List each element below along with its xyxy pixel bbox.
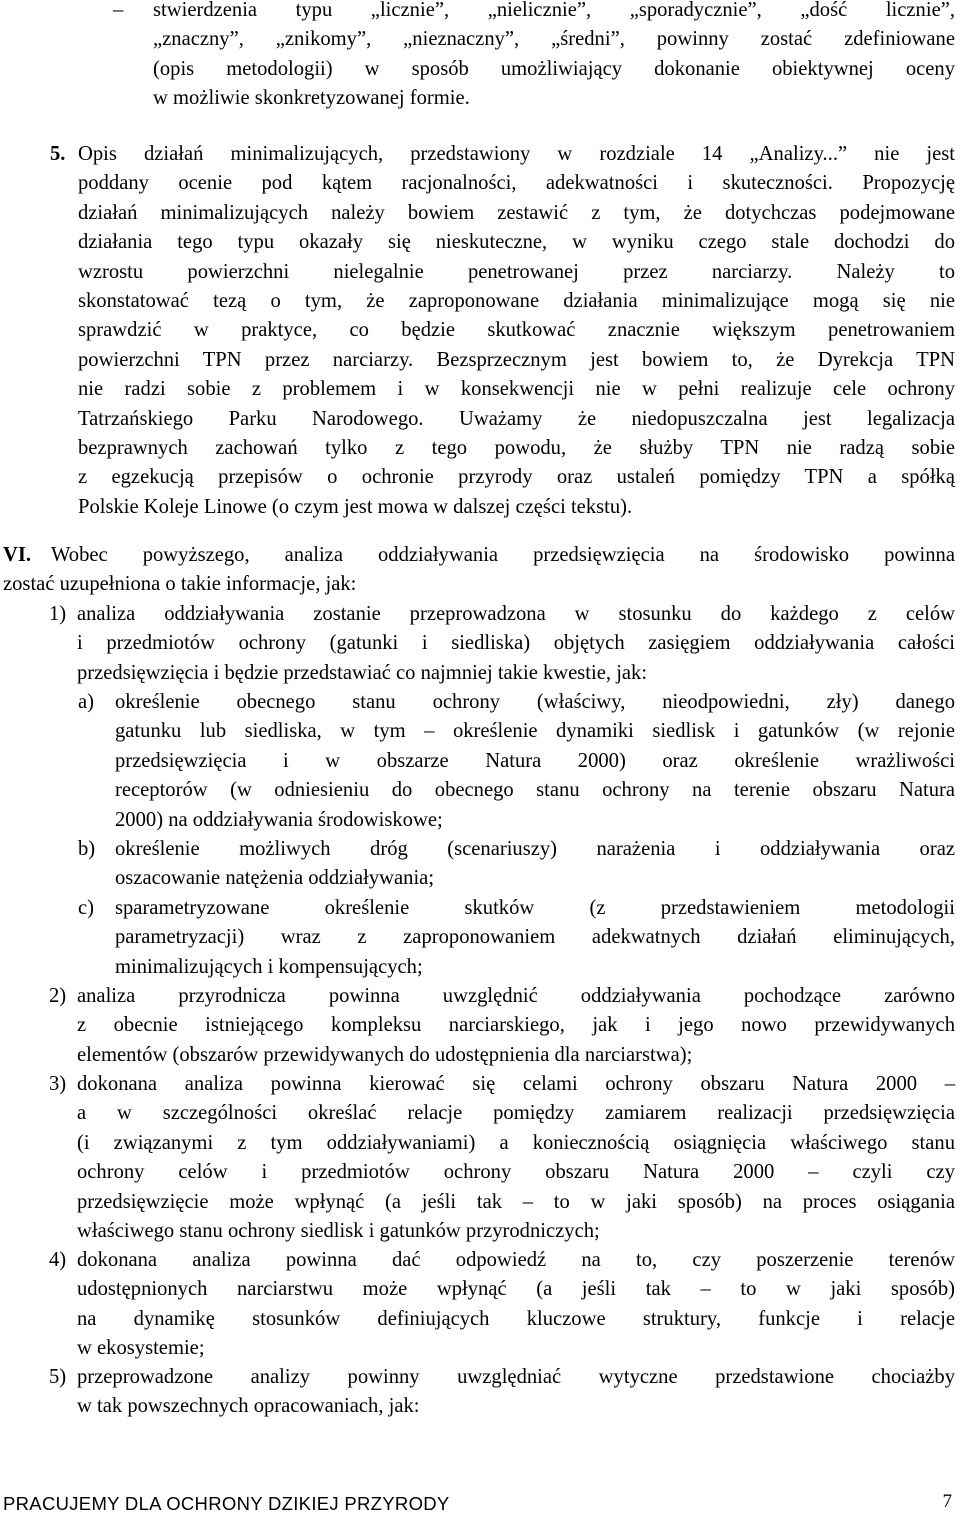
text-line: wzrostu powierzchni nielegalnie penetrowanej przez narciarzy. Należy to bbox=[78, 260, 955, 283]
item-number: 2) bbox=[49, 985, 67, 1007]
text-line: z obecnie istniejącego kompleksu narciarskiego, jak i jego nowo przewidywanych bbox=[77, 1014, 955, 1037]
page-number: 7 bbox=[942, 1491, 952, 1512]
item-1a-text bbox=[115, 688, 955, 835]
text-line: bezprawnych zachowań tylko z tego powodu, że służby TPN nie radzą sobie bbox=[78, 436, 955, 459]
section-vi-first-line bbox=[51, 541, 955, 570]
bullet-text bbox=[153, 0, 955, 114]
text-line: określenie możliwych dróg (scenariuszy) narażenia i oddziaływania oraz bbox=[115, 838, 955, 860]
item-4-text bbox=[77, 1246, 955, 1364]
text-line: w ekosystemie; bbox=[77, 1337, 205, 1360]
text-line: Tatrzańskiego Parku Narodowego. Uważamy że niedopuszczalna jest legalizacja bbox=[78, 407, 955, 430]
text-line: w tak powszechnych opracowaniach, jak: bbox=[77, 1395, 420, 1418]
text-line: właściwego stanu ochrony siedlisk i gatunków przyrodniczych; bbox=[77, 1219, 600, 1242]
item-number: 3) bbox=[49, 1073, 67, 1095]
text-line: z egzekucją przepisów o ochronie przyrody oraz ustaleń pomiędzy TPN a spółką bbox=[78, 466, 955, 489]
text-line: zostać uzupełniona o takie informacje, jak: bbox=[3, 573, 357, 596]
text-line: analiza przyrodnicza powinna uwzględnić oddziaływania pochodzące zarówno bbox=[77, 985, 955, 1007]
text-line: poddany ocenie pod kątem racjonalności, adekwatności i skuteczności. Propozycję bbox=[78, 172, 955, 195]
text-line: elementów (obszarów przewidywanych do udostępnienia dla narciarstwa); bbox=[77, 1043, 693, 1066]
text-line: oszacowanie natężenia oddziaływania; bbox=[115, 867, 435, 890]
text-line: stwierdzenia typu „licznie”, „nielicznie”, „sporadycznie”, „dość licznie”, bbox=[153, 0, 955, 21]
text-line: sprawdzić w praktyce, co będzie skutkować znacznie większym penetrowaniem bbox=[78, 319, 955, 342]
text-line: w możliwie skonkretyzowanej formie. bbox=[153, 87, 470, 110]
text-line: nie radzi sobie z problemem i w konsekwencji nie w pełni realizuje cele ochrony bbox=[78, 378, 955, 401]
section-vi-continuation bbox=[3, 570, 955, 599]
point-5-first-line bbox=[78, 140, 955, 169]
text-line: skonstatować tezą o tym, że zaproponowane działania minimalizujące mogą się nie bbox=[78, 289, 955, 312]
text-line: przedsięwzięcie może wpłynąć (a jeśli tak – to w jaki sposób) na proces osiągania bbox=[77, 1190, 955, 1213]
text-line: przedsięwzięcia i będzie przedstawiać co najmniej takie kwestie, jak: bbox=[77, 661, 648, 684]
text-line: a w szczególności określać relacje pomiędzy zamiarem realizacji przedsięwzięcia bbox=[77, 1102, 955, 1125]
item-letter: b) bbox=[78, 838, 96, 860]
text-line: i przedmiotów ochrony (gatunki i siedliska) objętych zasięgiem oddziaływania całości bbox=[77, 632, 955, 655]
footer-organization: PRACUJEMY DLA OCHRONY DZIKIEJ PRZYRODY bbox=[3, 1493, 450, 1514]
text-line: Opis działań minimalizujących, przedstawiony w rozdziale 14 „Analizy...” nie jest bbox=[78, 143, 955, 165]
text-line: ochrony celów i przedmiotów ochrony obszaru Natura 2000 – czyli czy bbox=[77, 1161, 955, 1184]
item-2-text bbox=[77, 982, 955, 1070]
text-line: 2000) na oddziaływania środowiskowe; bbox=[115, 808, 443, 831]
text-line: udostępnionych narciarstwu może wpłynąć (a jeśli tak – to w jaki sposób) bbox=[77, 1278, 955, 1301]
text-line: sparametryzowane określenie skutków (z przedstawieniem metodologii bbox=[115, 897, 955, 919]
text-line: działania tego typu okazały się nieskuteczne, w wyniku czego stale dochodzi do bbox=[78, 231, 955, 254]
text-line: (i związanymi z tym oddziaływaniami) a koniecznością osiągnięcia właściwego stanu bbox=[77, 1131, 955, 1154]
text-line: dokonana analiza powinna dać odpowiedź na to, czy poszerzenie terenów bbox=[77, 1249, 955, 1271]
text-line: określenie obecnego stanu ochrony (właściwy, nieodpowiedni, zły) danego bbox=[115, 691, 955, 713]
item-3-text bbox=[77, 1070, 955, 1246]
text-line: Wobec powyższego, analiza oddziaływania przedsięwzięcia na środowisko powinna bbox=[51, 544, 955, 566]
item-number: 4) bbox=[49, 1249, 67, 1271]
item-1b-text bbox=[115, 835, 955, 894]
item-letter: c) bbox=[78, 897, 94, 919]
text-line: Polskie Koleje Linowe (o czym jest mowa w dalszej części tekstu). bbox=[78, 495, 633, 518]
bullet-dash: – bbox=[113, 0, 124, 21]
text-line: minimalizujących i kompensujących; bbox=[115, 955, 423, 978]
text-line: gatunku lub siedliska, w tym – określenie dynamiki siedlisk i gatunków (w rejonie bbox=[115, 720, 955, 743]
text-line: dokonana analiza powinna kierować się celami ochrony obszaru Natura 2000 – bbox=[77, 1073, 955, 1095]
point-5-text bbox=[78, 169, 955, 522]
text-line: receptorów (w odniesieniu do obecnego stanu ochrony na terenie obszaru Natura bbox=[115, 779, 955, 802]
item-number: 1) bbox=[49, 603, 67, 625]
text-line: przedsięwzięcia i w obszarze Natura 2000) oraz określenie wrażliwości bbox=[115, 749, 955, 772]
item-letter: a) bbox=[78, 691, 94, 713]
item-1-text bbox=[77, 600, 955, 688]
item-1c-text bbox=[115, 894, 955, 982]
text-line: (opis metodologii) w sposób umożliwiający dokonanie obiektywnej oceny bbox=[153, 57, 955, 80]
text-line: powierzchni TPN przez narciarzy. Bezsprzecznym jest bowiem to, że Dyrekcja TPN bbox=[78, 348, 955, 371]
item-5-text bbox=[77, 1363, 955, 1422]
text-line: na dynamikę stosunków definiujących kluczowe struktury, funkcje i relacje bbox=[77, 1307, 955, 1330]
text-line: parametryzacji) wraz z zaproponowaniem adekwatnych działań eliminujących, bbox=[115, 926, 955, 949]
text-line: analiza oddziaływania zostanie przeprowadzona w stosunku do każdego z celów bbox=[77, 603, 955, 625]
text-line: przeprowadzone analizy powinny uwzględniać wytyczne przedstawione chociażby bbox=[77, 1366, 955, 1388]
item-number: 5) bbox=[49, 1366, 67, 1388]
section-number: VI. bbox=[3, 544, 32, 566]
text-line: działań minimalizujących należy bowiem zestawić z tym, że dotychczas podejmowane bbox=[78, 201, 955, 224]
point-number: 5. bbox=[50, 143, 66, 165]
text-line: „znaczny”, „znikomy”, „nieznaczny”, „średni”, powinny zostać zdefiniowane bbox=[153, 28, 955, 51]
